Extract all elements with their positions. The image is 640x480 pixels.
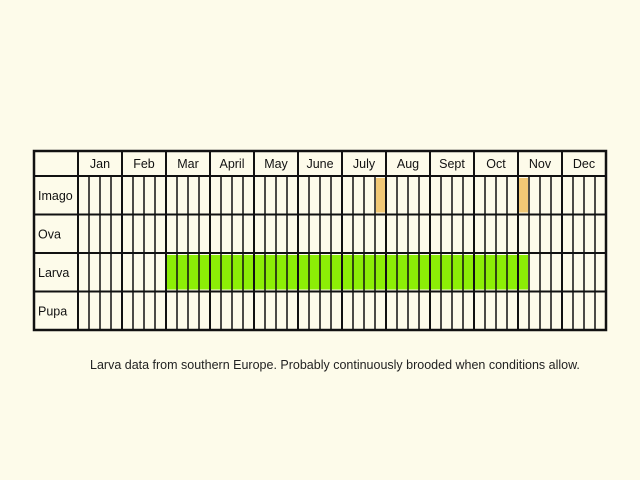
bar-imago-0 — [376, 178, 385, 213]
month-label-mar: Mar — [177, 157, 199, 171]
month-label-may: May — [264, 157, 288, 171]
month-label-aug: Aug — [396, 157, 420, 171]
month-label-oct: Oct — [486, 157, 506, 171]
month-label-sept: Sept — [439, 157, 465, 171]
month-label-dec: Dec — [572, 157, 596, 171]
month-label-april: April — [219, 157, 245, 171]
month-label-nov: Nov — [528, 157, 552, 171]
row-label-larva: Larva — [38, 265, 70, 280]
row-label-ova: Ova — [38, 227, 61, 242]
month-label-feb: Feb — [133, 157, 155, 171]
month-label-jan: Jan — [89, 157, 111, 171]
chart-note: Larva data from southern Europe. Probably continuously brooded when conditions allow. — [90, 358, 580, 372]
bar-imago-1 — [519, 178, 528, 213]
row-label-pupa: Pupa — [38, 304, 68, 319]
month-label-june: June — [306, 157, 334, 171]
month-label-july: July — [352, 157, 376, 171]
row-label-imago: Imago — [38, 188, 73, 203]
